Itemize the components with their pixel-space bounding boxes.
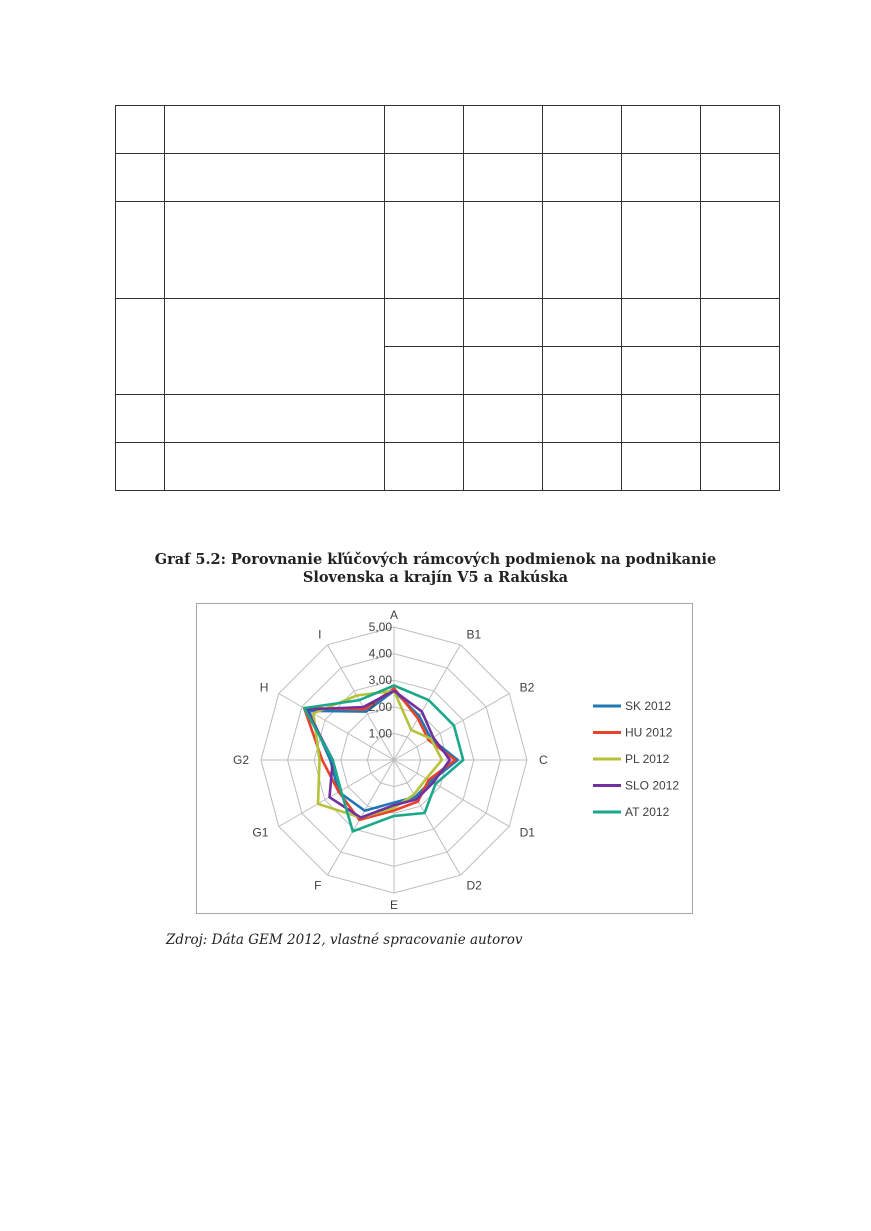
legend-label-hu-2012: HU 2012 xyxy=(625,725,673,740)
axis-label-D2: D2 xyxy=(466,878,482,893)
chart-title-line1: Graf 5.2: Porovnanie kľúčových rámcových podmienok na podnikanie xyxy=(154,551,717,568)
empty-data-table xyxy=(115,105,780,491)
tick-label-5: 5,00 xyxy=(368,620,392,634)
axis-label-A: A xyxy=(389,608,399,622)
tick-label-4: 4,00 xyxy=(368,646,392,661)
axis-label-H: H xyxy=(259,680,269,695)
axis-label-B1: B1 xyxy=(466,627,482,642)
tick-label-2: 2,00 xyxy=(368,699,392,714)
legend-label-pl-2012: PL 2012 xyxy=(625,752,670,766)
chart-title xyxy=(0,551,871,587)
radar-chart xyxy=(197,604,694,915)
axis-label-B2: B2 xyxy=(519,680,535,695)
chart-title-line2: Slovenska a krajín V5 a Rakúska xyxy=(302,569,569,586)
source-note: Zdroj: Dáta GEM 2012, vlastné spracovanie autorov xyxy=(166,932,523,948)
axis-label-F: F xyxy=(314,878,322,893)
tick-label-1: 1,00 xyxy=(368,726,392,741)
radar-chart-frame xyxy=(196,603,693,914)
axis-label-G2: G2 xyxy=(232,753,249,767)
axis-label-D1: D1 xyxy=(519,825,535,840)
axis-label-C: C xyxy=(539,753,548,767)
axis-label-E: E xyxy=(389,898,399,912)
tick-label-3: 3,00 xyxy=(368,673,392,688)
legend-label-slo-2012: SLO 2012 xyxy=(625,778,680,793)
axis-label-I: I xyxy=(318,627,322,642)
legend-label-sk-2012: SK 2012 xyxy=(625,699,672,713)
legend-label-at-2012: AT 2012 xyxy=(625,805,670,819)
axis-label-G1: G1 xyxy=(252,825,269,840)
